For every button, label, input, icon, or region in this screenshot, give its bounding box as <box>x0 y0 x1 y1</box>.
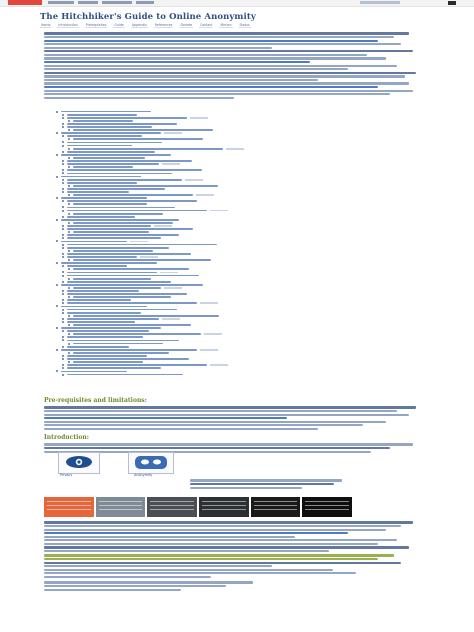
toc-link[interactable] <box>73 352 169 354</box>
toc-link[interactable] <box>67 318 159 320</box>
nav-item[interactable]: Appendix <box>131 23 147 27</box>
toc-link[interactable] <box>67 200 197 202</box>
toc-link[interactable] <box>61 262 157 264</box>
toc-bullet <box>68 222 70 224</box>
toc-link[interactable] <box>67 367 161 369</box>
toc-link[interactable] <box>67 299 131 301</box>
toc-note <box>164 132 182 134</box>
toc-link[interactable] <box>73 129 213 131</box>
toc-link[interactable] <box>73 259 211 261</box>
toc-bullet <box>68 361 70 363</box>
toc-note <box>200 349 218 351</box>
toc-link[interactable] <box>67 182 137 184</box>
search-input[interactable] <box>360 1 400 4</box>
toc-link[interactable] <box>73 268 189 270</box>
toc-bullet <box>62 265 64 267</box>
toc-link[interactable] <box>73 361 143 363</box>
toc-bullet <box>62 210 64 212</box>
toc-link[interactable] <box>67 216 135 218</box>
toc-bullet <box>62 256 64 258</box>
toc-note <box>162 163 180 165</box>
toc-link[interactable] <box>73 287 161 289</box>
toc-link[interactable] <box>67 191 129 193</box>
toc-bullet <box>68 231 70 233</box>
toc-link[interactable] <box>61 132 161 134</box>
toc-bullet <box>62 169 64 171</box>
toc-bullet <box>68 268 70 270</box>
toc-bullet <box>62 172 64 174</box>
toc-note <box>164 287 182 289</box>
toc-link[interactable] <box>73 120 133 122</box>
section-paragraph <box>44 405 424 431</box>
diagram-label: Anonymity <box>134 473 153 477</box>
toc-link[interactable] <box>67 253 191 255</box>
nav-item[interactable]: Mirrors <box>220 23 232 27</box>
toc-bullet <box>62 151 64 153</box>
toc-bullet <box>68 259 70 261</box>
toc-link[interactable] <box>67 346 129 348</box>
toc-bullet <box>62 364 64 366</box>
toc-bullet <box>56 370 58 372</box>
toc-bullet <box>56 262 58 264</box>
toc-bullet <box>62 355 64 357</box>
toc-bullet <box>62 346 64 348</box>
toc-link[interactable] <box>67 169 202 171</box>
toc-bullet <box>62 290 64 292</box>
toc-note <box>190 117 208 119</box>
toc-bullet <box>62 200 64 202</box>
toc-link[interactable] <box>61 219 179 221</box>
toc-link[interactable] <box>73 278 151 280</box>
toc-bullet <box>68 166 70 168</box>
table-of-contents <box>56 110 316 376</box>
toc-note <box>226 148 244 150</box>
top-bar <box>0 0 474 7</box>
toc-note <box>210 210 228 212</box>
toc-link[interactable] <box>67 290 139 292</box>
toc-bullet <box>62 244 64 246</box>
toc-bullet <box>68 250 70 252</box>
toc-bullet <box>62 275 64 277</box>
toc-bullet <box>62 302 64 304</box>
toc-link[interactable] <box>73 315 219 317</box>
toc-link[interactable] <box>67 228 193 230</box>
toc-link[interactable] <box>67 265 127 267</box>
screenshot-thumbnail[interactable] <box>147 497 197 517</box>
toc-link[interactable] <box>73 203 147 205</box>
toc-link[interactable] <box>67 160 192 162</box>
mask-icon <box>129 453 173 473</box>
top-link[interactable] <box>78 1 98 4</box>
toc-link[interactable] <box>67 358 189 360</box>
toc-bullet <box>62 358 64 360</box>
toc-bullet <box>68 120 70 122</box>
toc-link[interactable] <box>73 157 145 159</box>
toc-bullet <box>62 293 64 295</box>
toc-link[interactable] <box>67 163 159 165</box>
anonymity-diagram <box>128 452 174 474</box>
nav-item[interactable]: Prerequisites <box>85 23 107 27</box>
toc-link[interactable] <box>73 296 171 298</box>
toc-link[interactable] <box>73 213 163 215</box>
toc-bullet <box>68 296 70 298</box>
toc-bullet <box>68 157 70 159</box>
section-nav <box>40 23 426 28</box>
toc-note <box>200 302 218 304</box>
toc-bullet <box>62 339 64 341</box>
toc-bullet <box>62 225 64 227</box>
section-heading: Introduction: <box>44 434 89 441</box>
toc-bullet <box>56 284 58 286</box>
toc-link[interactable] <box>67 123 177 125</box>
section-paragraph <box>44 442 424 454</box>
privacy-diagram <box>58 452 100 474</box>
toc-bullet <box>68 315 70 317</box>
toc-link[interactable] <box>73 333 201 335</box>
top-link[interactable] <box>136 1 154 4</box>
section-paragraph <box>44 553 424 579</box>
toc-bullet <box>56 176 58 178</box>
toc-bullet <box>62 271 64 273</box>
toc-link[interactable] <box>67 237 161 239</box>
toc-link[interactable] <box>73 250 153 252</box>
nav-item[interactable]: Contact <box>200 23 213 27</box>
toc-bullet <box>62 114 64 116</box>
toc-bullet <box>68 213 70 215</box>
toc-bullet <box>62 135 64 137</box>
toc-bullet <box>62 206 64 208</box>
toc-bullet <box>62 247 64 249</box>
nav-item[interactable]: References <box>154 23 173 27</box>
section-heading: Pre-requisites and limitations: <box>44 397 147 404</box>
toc-bullet <box>56 219 58 221</box>
toc-bullet <box>62 237 64 239</box>
toc-link[interactable] <box>61 154 171 156</box>
site-logo[interactable] <box>8 0 42 5</box>
toc-bullet <box>62 299 64 301</box>
toc-bullet <box>68 343 70 345</box>
toc-bullet <box>68 129 70 131</box>
toc-bullet <box>62 126 64 128</box>
toc-note <box>204 333 222 335</box>
toc-bullet <box>62 281 64 283</box>
nav-item[interactable]: Introduction <box>58 23 78 27</box>
toc-bullet <box>56 111 58 113</box>
eye-icon <box>59 453 99 473</box>
toc-bullet <box>62 330 64 332</box>
top-link[interactable] <box>48 1 74 4</box>
toc-bullet <box>62 216 64 218</box>
toc-entry[interactable] <box>56 373 316 376</box>
toc-note <box>160 272 178 274</box>
toc-link[interactable] <box>73 185 218 187</box>
screenshot-thumbnail[interactable] <box>96 497 146 517</box>
toc-note <box>140 256 158 258</box>
top-link[interactable] <box>102 1 132 4</box>
toc-link[interactable] <box>67 293 187 295</box>
toc-bullet <box>62 374 64 376</box>
toc-bullet <box>62 191 64 193</box>
page-title: The Hitchhiker's Guide to Online Anonymity <box>40 12 256 22</box>
toc-link[interactable] <box>61 349 197 351</box>
toc-bullet <box>62 179 64 181</box>
toc-link[interactable] <box>73 194 193 196</box>
toc-note <box>185 179 203 181</box>
toc-link[interactable] <box>67 117 187 119</box>
toc-link[interactable] <box>67 234 179 236</box>
toc-bullet <box>62 160 64 162</box>
toc-bullet <box>62 145 64 147</box>
toc-bullet <box>62 123 64 125</box>
toc-bullet <box>68 203 70 205</box>
toc-bullet <box>68 333 70 335</box>
toc-bullet <box>56 240 58 242</box>
toc-link[interactable] <box>67 188 165 190</box>
toc-bullet <box>68 185 70 187</box>
toc-bullet <box>62 182 64 184</box>
toc-bullet <box>62 117 64 119</box>
nav-item[interactable]: Home <box>41 23 51 27</box>
toc-bullet <box>56 349 58 351</box>
toc-link[interactable] <box>73 222 173 224</box>
toc-bullet <box>68 138 70 140</box>
toc-bullet <box>62 336 64 338</box>
toc-link[interactable] <box>67 336 143 338</box>
toc-link[interactable] <box>67 364 207 366</box>
toc-note <box>154 225 172 227</box>
toc-bullet <box>62 228 64 230</box>
toc-link[interactable] <box>67 321 135 323</box>
intro-paragraph <box>44 31 424 100</box>
toc-note <box>130 241 148 243</box>
toc-link[interactable] <box>67 179 182 181</box>
toc-bullet <box>56 305 58 307</box>
toc-note <box>162 318 180 320</box>
toc-note <box>196 194 214 196</box>
toc-bullet <box>56 327 58 329</box>
toc-link[interactable] <box>73 231 149 233</box>
toc-link[interactable] <box>67 126 152 128</box>
toc-bullet <box>62 321 64 323</box>
toc-bullet <box>56 132 58 134</box>
toc-bullet <box>68 324 70 326</box>
section-paragraph <box>190 478 350 490</box>
toc-link[interactable] <box>67 225 151 227</box>
toc-bullet <box>68 352 70 354</box>
screenshot-thumbnail[interactable] <box>199 497 249 517</box>
toc-link[interactable] <box>67 247 169 249</box>
toc-link[interactable] <box>67 374 183 376</box>
screenshot-thumbnail[interactable] <box>44 497 94 517</box>
screenshot-strip <box>44 497 352 517</box>
toc-note <box>210 364 228 366</box>
toc-link[interactable] <box>73 138 203 140</box>
toc-bullet <box>68 287 70 289</box>
toc-link[interactable] <box>67 256 137 258</box>
nav-item[interactable]: Guide <box>114 23 124 27</box>
screenshot-thumbnail[interactable] <box>251 497 301 517</box>
toc-link[interactable] <box>67 151 155 153</box>
toc-bullet <box>56 154 58 156</box>
toc-link[interactable] <box>61 284 203 286</box>
toc-bullet <box>62 309 64 311</box>
toc-link[interactable] <box>67 114 137 116</box>
section-paragraph <box>44 580 424 592</box>
toc-link[interactable] <box>73 166 133 168</box>
nav-item[interactable]: Donate <box>180 23 193 27</box>
toc-link[interactable] <box>67 355 147 357</box>
toc-bullet <box>62 318 64 320</box>
toc-link[interactable] <box>67 135 142 137</box>
diagram-label: Privacy <box>60 473 73 477</box>
toc-bullet <box>56 197 58 199</box>
toc-link[interactable] <box>67 312 141 314</box>
toc-bullet <box>68 194 70 196</box>
toc-link[interactable] <box>73 324 191 326</box>
toc-bullet <box>68 278 70 280</box>
screenshot-thumbnail[interactable] <box>302 497 352 517</box>
toc-link[interactable] <box>61 327 161 329</box>
nav-item[interactable]: Status <box>239 23 250 27</box>
toc-bullet <box>62 188 64 190</box>
toc-link[interactable] <box>61 197 147 199</box>
toc-bullet <box>62 253 64 255</box>
toc-link[interactable] <box>67 330 149 332</box>
toc-link[interactable] <box>73 148 223 150</box>
toc-bullet <box>62 367 64 369</box>
toc-link[interactable] <box>67 302 197 304</box>
menu-icon[interactable] <box>448 1 456 5</box>
toc-bullet <box>62 163 64 165</box>
toc-bullet <box>62 234 64 236</box>
section-paragraph <box>44 520 424 554</box>
toc-bullet <box>62 141 64 143</box>
toc-bullet <box>68 148 70 150</box>
toc-bullet <box>62 312 64 314</box>
toc-link[interactable] <box>67 281 171 283</box>
